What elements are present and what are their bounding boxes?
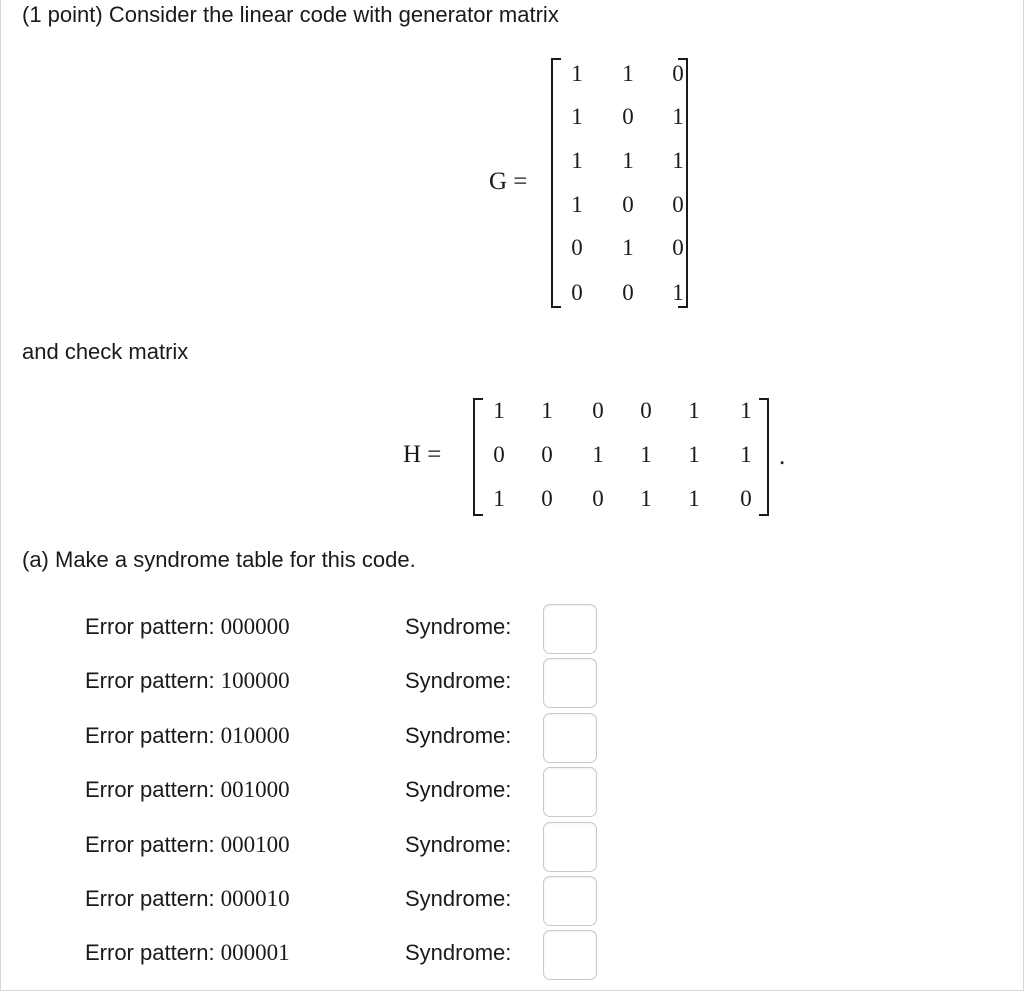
syndrome-label: Syndrome: [405, 614, 512, 639]
h-entry: 1 [541, 398, 553, 423]
syndrome-label: Syndrome: [405, 940, 512, 966]
h-entry: 0 [592, 486, 604, 511]
syndrome-label: Syndrome: [405, 886, 512, 911]
g-entry: 1 [622, 61, 634, 86]
syndrome-input[interactable] [543, 767, 597, 817]
error-pattern-value: 100000 [220, 668, 290, 694]
g-right-bracket [678, 58, 688, 308]
h-entry: 1 [740, 442, 752, 467]
h-entry: 1 [493, 398, 505, 423]
syndrome-input[interactable] [543, 876, 597, 926]
error-pattern-row [85, 832, 290, 858]
g-entry: 0 [622, 104, 634, 129]
h-entry: 1 [688, 398, 700, 423]
error-pattern-row [85, 668, 290, 694]
error-pattern-row [85, 886, 290, 912]
h-entry: 0 [640, 398, 652, 423]
error-pattern-value: 001000 [220, 777, 290, 803]
syndrome-input[interactable] [543, 822, 597, 872]
g-entry: 0 [672, 61, 684, 86]
h-entry: 1 [592, 442, 604, 467]
h-entry: 0 [541, 486, 553, 511]
syndrome-input[interactable] [543, 930, 597, 980]
error-pattern-prefix: Error pattern: [85, 722, 215, 748]
h-entry: 0 [541, 442, 553, 467]
g-entry: 0 [571, 235, 583, 260]
h-entry: 1 [740, 398, 752, 423]
error-pattern-prefix: Error pattern: [85, 831, 215, 857]
error-pattern-row [85, 940, 290, 966]
h-left-bracket [473, 398, 483, 516]
g-entry: 1 [622, 148, 634, 173]
g-matrix-label: G = [489, 168, 528, 195]
h-entry: 1 [688, 442, 700, 467]
error-pattern-value: 000000 [220, 614, 290, 639]
g-entry: 0 [571, 280, 583, 305]
h-entry: 1 [493, 486, 505, 511]
syndrome-input[interactable] [543, 713, 597, 763]
g-entry: 0 [622, 192, 634, 217]
part-a-prompt: (a) Make a syndrome table for this code. [22, 547, 416, 572]
error-pattern-prefix: Error pattern: [85, 886, 215, 911]
g-entry: 1 [571, 61, 583, 86]
syndrome-label: Syndrome: [405, 668, 512, 694]
g-entry: 1 [571, 104, 583, 129]
error-pattern-value: 000001 [220, 940, 290, 966]
h-trailing-period: . [779, 443, 786, 470]
h-right-bracket [759, 398, 769, 516]
error-pattern-prefix: Error pattern: [85, 668, 215, 694]
g-entry: 1 [672, 104, 684, 129]
h-entry: 0 [493, 442, 505, 467]
error-pattern-row [85, 723, 290, 749]
g-entry: 0 [622, 280, 634, 305]
h-entry: 1 [640, 486, 652, 511]
g-entry: 1 [672, 148, 684, 173]
error-pattern-prefix: Error pattern: [85, 614, 215, 639]
g-entry: 0 [672, 192, 684, 217]
g-left-bracket [551, 58, 561, 308]
error-pattern-value: 010000 [220, 722, 290, 748]
h-matrix-label: H = [403, 441, 442, 468]
g-entry: 1 [571, 148, 583, 173]
error-pattern-row [85, 777, 290, 803]
error-pattern-prefix: Error pattern: [85, 940, 215, 966]
h-entry: 0 [592, 398, 604, 423]
error-pattern-value: 000010 [220, 886, 290, 911]
syndrome-label: Syndrome: [405, 722, 512, 748]
g-entry: 1 [672, 280, 684, 305]
syndrome-input[interactable] [543, 604, 597, 654]
g-entry: 1 [622, 235, 634, 260]
syndrome-label: Syndrome: [405, 777, 512, 803]
h-entry: 1 [688, 486, 700, 511]
h-entry: 1 [640, 442, 652, 467]
g-entry: 1 [571, 192, 583, 217]
check-intro: and check matrix [22, 339, 189, 364]
h-entry: 0 [740, 486, 752, 511]
error-pattern-row [85, 614, 290, 640]
error-pattern-prefix: Error pattern: [85, 777, 215, 803]
syndrome-label: Syndrome: [405, 831, 512, 857]
error-pattern-value: 000100 [220, 831, 290, 857]
problem-intro: (1 point) Consider the linear code with generator matrix [22, 2, 559, 27]
g-entry: 0 [672, 235, 684, 260]
syndrome-input[interactable] [543, 658, 597, 708]
